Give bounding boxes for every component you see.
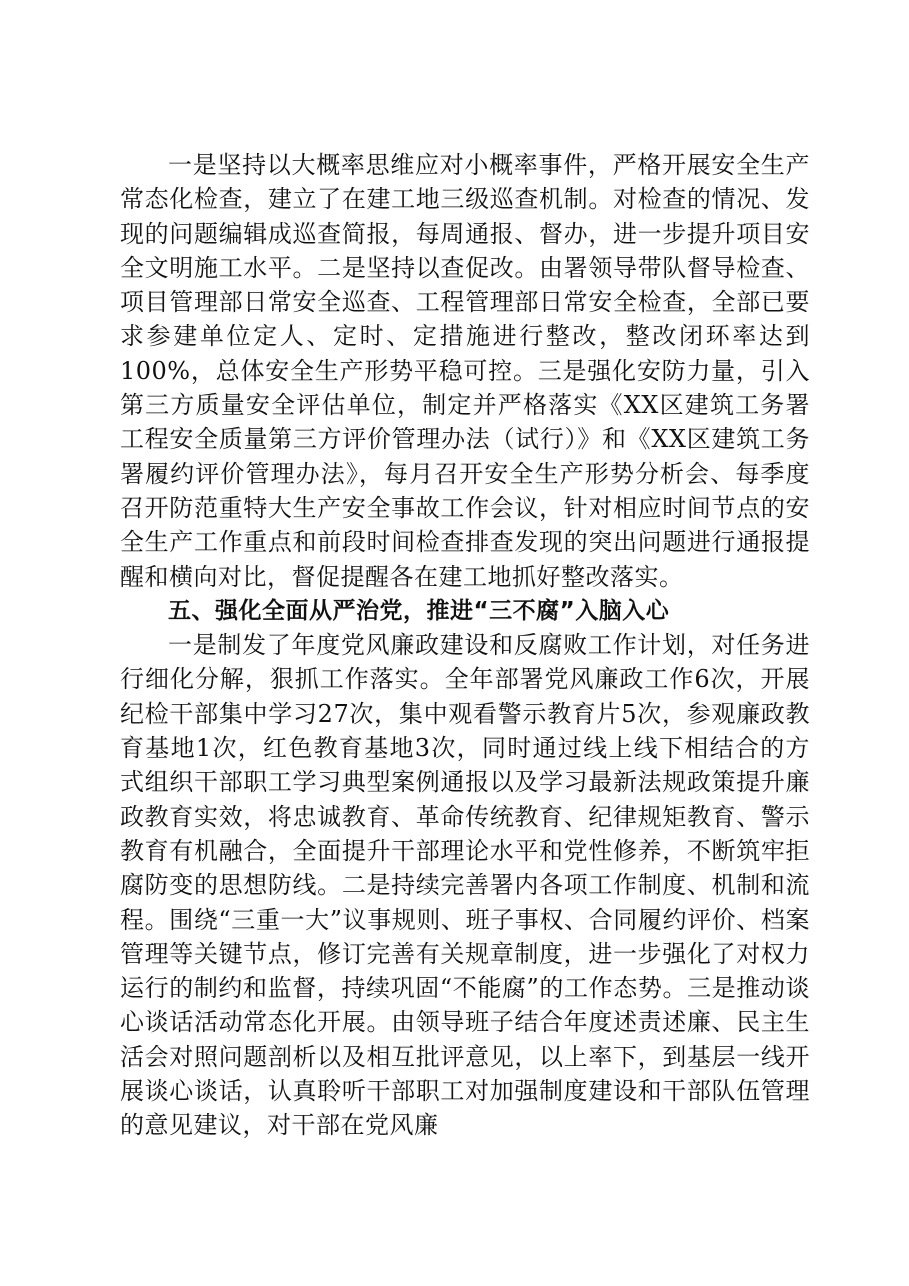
body-paragraph-integrity: 一是制发了年度党风廉政建设和反腐败工作计划，对任务进行细化分解，狠抓工作落实。全年部署党风廉政工作6次，开展纪检干部集中学习27次，集中观看警示教育片5次，参观廉政教育基地1次，红色教育基地3次，同时通过线上线下相结合的方式组织干部职工学习典型案例通报以及学习最新法规政策提升廉政教育实效，将忠诚教育、革命传统教育、纪律规矩教育、警示教育有机融合，全面提升干部理论水平和党性修养，不断筑牢拒腐防变的思想防线。二是持续完善署内各项工作制度、机制和流程。围绕“三重一大”议事规则、班子事权、合同履约评价、档案管理等关键节点，修订完善有关规章制度，进一步强化了对权力运行的制约和监督，持续巩固“不能腐”的工作态势。三是推动谈心谈话活动常态化开展。由领导班子结合年度述责述廉、民主生活会对照问题剖析以及相互批评意见，以上率下，到基层一线开展谈心谈话，认真聆听干部职工对加强制度建设和干部队伍管理的意见建议，对干部在党风廉 — [120, 631, 810, 1140]
body-paragraph-safety: 一是坚持以大概率思维应对小概率事件，严格开展安全生产常态化检查，建立了在建工地三级巡查机制。对检查的情况、发现的问题编辑成巡查简报，每周通报、督办，进一步提升项目安全文明施工水平。二是坚持以查促改。由署领导带队督导检查、项目管理部日常安全巡查、工程管理部日常安全检查，全部已要求参建单位定人、定时、定措施进行整改，整改闭环率达到100%，总体安全生产形势平稳可控。三是强化安防力量，引入第三方质量安全评估单位，制定并严格落实《XX区建筑工务署工程安全质量第三方评价管理办法（试行）》和《XX区建筑工务署履约评价管理办法》，每月召开安全生产形势分析会、每季度召开防范重特大生产安全事故工作会议，针对相应时间节点的安全生产工作重点和前段时间检查排查发现的突出问题进行通报提醒和横向对比，督促提醒各在建工地抓好整改落实。 — [120, 151, 810, 591]
document-body — [120, 148, 810, 1143]
section-heading-five: 五、强化全面从严治党，推进“三不腐”入脑入心 — [168, 597, 670, 624]
